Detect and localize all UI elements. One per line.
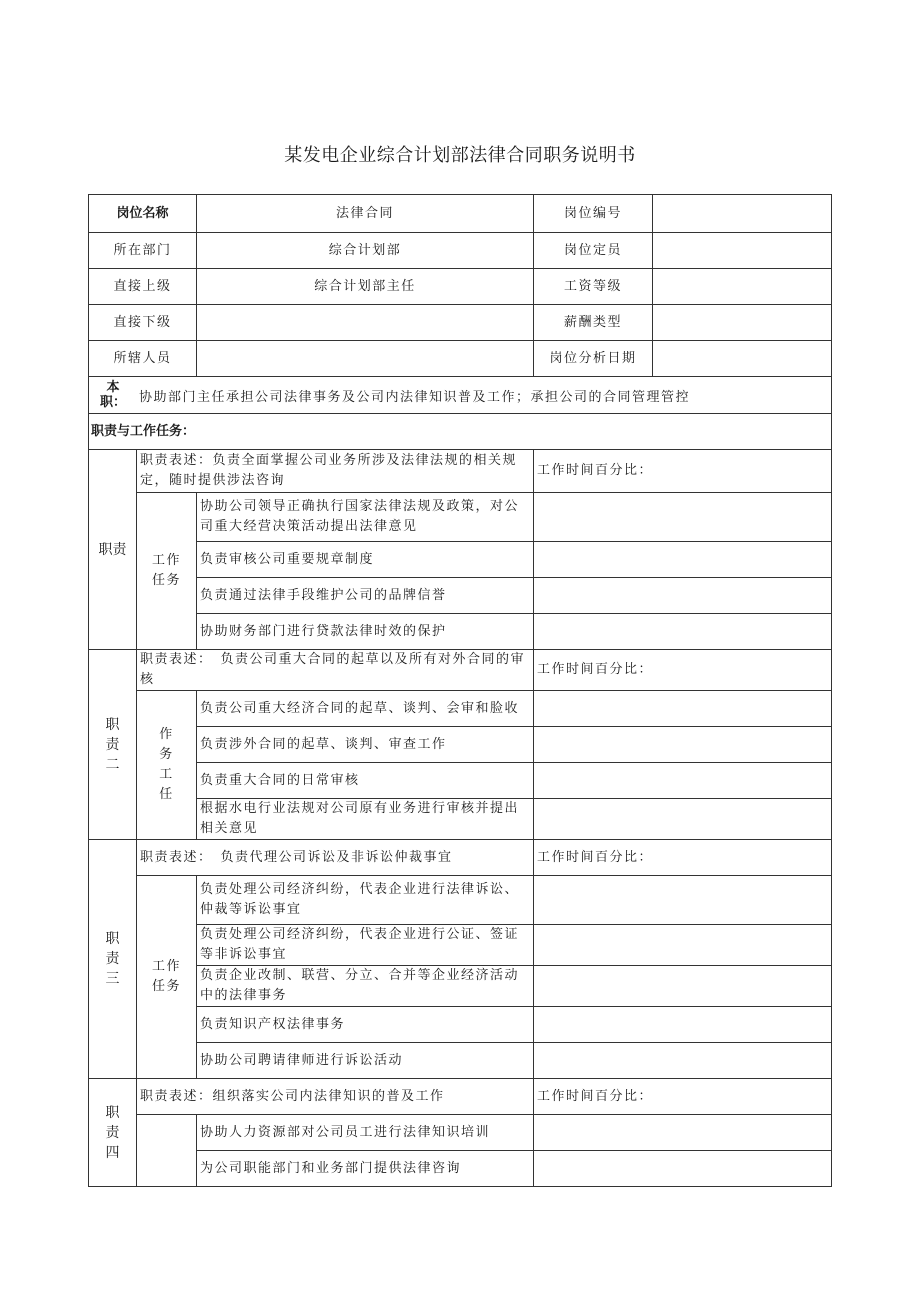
duty-3-task-row xyxy=(89,925,832,966)
duty-2-statement-row xyxy=(89,650,832,691)
duty-2-task-1: 负责公司重大经济合同的起草、谈判、会审和脸收 xyxy=(197,691,534,727)
superior-label: 直接上级 xyxy=(89,269,197,305)
duty-2-time-pct: 工作时间百分比： xyxy=(534,650,832,691)
duty-1-task-1: 协助公司领导正确执行国家法律法规及政策，对公司重大经营决策活动提出法律意见 xyxy=(197,493,534,542)
page-title: 某发电企业综合计划部法律合同职务说明书 xyxy=(284,145,636,166)
duty-1-name xyxy=(89,450,137,650)
duty-3-task-row xyxy=(89,1007,832,1043)
duty-1-statement-row xyxy=(89,450,832,493)
duty-2-task-label xyxy=(137,691,197,840)
main-duty-label-1: 本 xyxy=(106,380,120,395)
main-duty-text: 协助部门主任承担公司法律事务及公司内法律知识普及工作；承担公司的合同管理管控 xyxy=(139,390,691,405)
department-value: 综合计划部 xyxy=(197,233,534,269)
duty-1-task-label xyxy=(137,493,197,650)
duty-1-task-3: 负责通过法律手段维护公司的品牌信誉 xyxy=(197,578,534,614)
duty-3-name-char-3: 三 xyxy=(105,971,120,987)
department-label: 所在部门 xyxy=(89,233,197,269)
wage-grade-value xyxy=(653,269,832,305)
duty-2-task-label-4: 任 xyxy=(159,787,174,802)
analysis-date-label: 岗位分析日期 xyxy=(534,341,653,377)
duty-1-task-label-1: 工作 xyxy=(152,553,182,568)
duty-2-task-4-pct xyxy=(534,799,832,840)
position-no-label: 岗位编号 xyxy=(534,195,653,233)
duty-3-task-row xyxy=(89,966,832,1007)
duty-1-name-char: 职责 xyxy=(98,541,127,558)
duty-1-task-row xyxy=(89,578,832,614)
duty-1-task-row xyxy=(89,493,832,542)
duty-3-statement: 职责表述： 负责代理公司诉讼及非诉讼仲裁事宜 xyxy=(137,840,534,876)
duty-2-task-row xyxy=(89,727,832,763)
duty-2-task-label-1: 作 xyxy=(159,727,174,742)
row-position-name xyxy=(89,195,832,233)
quota-value xyxy=(653,233,832,269)
duty-2-name-char-1: 职 xyxy=(105,716,120,733)
duty-4-task-2: 为公司职能部门和业务部门提供法律咨询 xyxy=(197,1151,534,1187)
subordinate-value xyxy=(197,305,534,341)
row-subordinate xyxy=(89,305,832,341)
duty-3-task-5: 协助公司聘请律师进行诉讼活动 xyxy=(197,1043,534,1079)
main-duty-label xyxy=(89,380,137,410)
duty-2-name xyxy=(89,650,137,840)
position-name-label: 岗位名称 xyxy=(89,195,197,233)
staff-value xyxy=(197,341,534,377)
duty-2-name-char-2: 责 xyxy=(105,736,120,753)
duty-2-task-2: 负责涉外合同的起草、谈判、审查工作 xyxy=(197,727,534,763)
analysis-date-value xyxy=(653,341,832,377)
duty-3-task-3: 负责企业改制、联营、分立、合并等企业经济活动中的法律事务 xyxy=(197,966,534,1007)
duty-3-task-label-1: 工作 xyxy=(152,959,182,974)
staff-label: 所辖人员 xyxy=(89,341,197,377)
duty-3-task-row xyxy=(89,1043,832,1079)
wage-grade-label: 工资等级 xyxy=(534,269,653,305)
duty-2-task-label-3: 工 xyxy=(159,767,174,782)
duty-4-task-label xyxy=(137,1115,197,1187)
duty-1-task-label-2: 任务 xyxy=(152,573,182,588)
duty-4-task-row xyxy=(89,1151,832,1187)
duty-3-task-3-pct xyxy=(534,966,832,1007)
duty-3-task-row xyxy=(89,876,832,925)
main-duty-label-2: 职： xyxy=(99,395,126,410)
duty-3-task-4-pct xyxy=(534,1007,832,1043)
duty-3-task-1-pct xyxy=(534,876,832,925)
duty-2-task-label-2: 务 xyxy=(159,747,174,762)
salary-type-label: 薪酬类型 xyxy=(534,305,653,341)
duty-1-time-pct: 工作时间百分比： xyxy=(534,450,832,493)
salary-type-value xyxy=(653,305,832,341)
duty-3-task-2: 负责处理公司经济纠纷，代表企业进行公证、签证等非诉讼事宜 xyxy=(197,925,534,966)
quota-label: 岗位定员 xyxy=(534,233,653,269)
duty-1-task-2: 负责审核公司重要规章制度 xyxy=(197,542,534,578)
duty-4-task-1-pct xyxy=(534,1115,832,1151)
subordinate-label: 直接下级 xyxy=(89,305,197,341)
main-duty-cell xyxy=(89,377,832,414)
duty-3-task-1: 负责处理公司经济纠纷，代表企业进行法律诉讼、仲裁等诉讼事宜 xyxy=(197,876,534,925)
row-staff xyxy=(89,341,832,377)
duty-3-task-4: 负责知识产权法律事务 xyxy=(197,1007,534,1043)
row-superior xyxy=(89,269,832,305)
duty-4-task-1: 协助人力资源部对公司员工进行法律知识培训 xyxy=(197,1115,534,1151)
duty-1-task-1-pct xyxy=(534,493,832,542)
duty-3-task-2-pct xyxy=(534,925,832,966)
position-name-value: 法律合同 xyxy=(197,195,534,233)
duty-4-task-2-pct xyxy=(534,1151,832,1187)
duty-2-task-row xyxy=(89,799,832,840)
duty-2-task-3-pct xyxy=(534,763,832,799)
duty-1-task-3-pct xyxy=(534,578,832,614)
duty-3-statement-row xyxy=(89,840,832,876)
duty-2-task-4: 根据水电行业法规对公司原有业务进行审核并提出相关意见 xyxy=(197,799,534,840)
duty-2-task-row xyxy=(89,763,832,799)
duty-2-task-2-pct xyxy=(534,727,832,763)
position-no-value xyxy=(653,195,832,233)
superior-value: 综合计划部主任 xyxy=(197,269,534,305)
duty-3-name xyxy=(89,840,137,1079)
duty-2-task-1-pct xyxy=(534,691,832,727)
duty-2-statement: 职责表述： 负责公司重大合同的起草以及所有对外合同的审核 xyxy=(137,650,534,691)
duty-1-task-2-pct xyxy=(534,542,832,578)
duty-4-task-row xyxy=(89,1115,832,1151)
duty-1-statement: 职责表述：负责全面掌握公司业务所涉及法律法规的相关规定，随时提供涉法咨询 xyxy=(137,450,534,493)
duty-4-name-char-1: 职 xyxy=(105,1104,120,1121)
duty-4-statement-row xyxy=(89,1079,832,1115)
duty-4-name xyxy=(89,1079,137,1187)
duty-2-task-3: 负责重大合同的日常审核 xyxy=(197,763,534,799)
duty-4-statement: 职责表述：组织落实公司内法律知识的普及工作 xyxy=(137,1079,534,1115)
duty-4-name-char-3: 四 xyxy=(105,1144,120,1161)
duty-3-name-char-2: 责 xyxy=(105,951,120,967)
job-description-table xyxy=(88,194,832,1187)
duty-3-time-pct: 工作时间百分比： xyxy=(534,840,832,876)
row-section-heading xyxy=(89,414,832,450)
duty-3-task-label-2: 任务 xyxy=(152,979,182,994)
row-department xyxy=(89,233,832,269)
row-main-duty xyxy=(89,377,832,414)
duty-3-name-char-1: 职 xyxy=(105,931,120,947)
duty-3-task-label xyxy=(137,876,197,1079)
duty-1-task-row xyxy=(89,542,832,578)
duty-2-task-row xyxy=(89,691,832,727)
duty-4-name-char-2: 责 xyxy=(105,1124,120,1141)
duty-1-task-4-pct xyxy=(534,614,832,650)
duty-3-task-5-pct xyxy=(534,1043,832,1079)
duty-2-name-char-3: 二 xyxy=(105,756,120,773)
section-heading: 职责与工作任务： xyxy=(89,414,832,450)
duty-1-task-row xyxy=(89,614,832,650)
duty-1-task-4: 协助财务部门进行贷款法律时效的保护 xyxy=(197,614,534,650)
duty-4-time-pct: 工作时间百分比： xyxy=(534,1079,832,1115)
